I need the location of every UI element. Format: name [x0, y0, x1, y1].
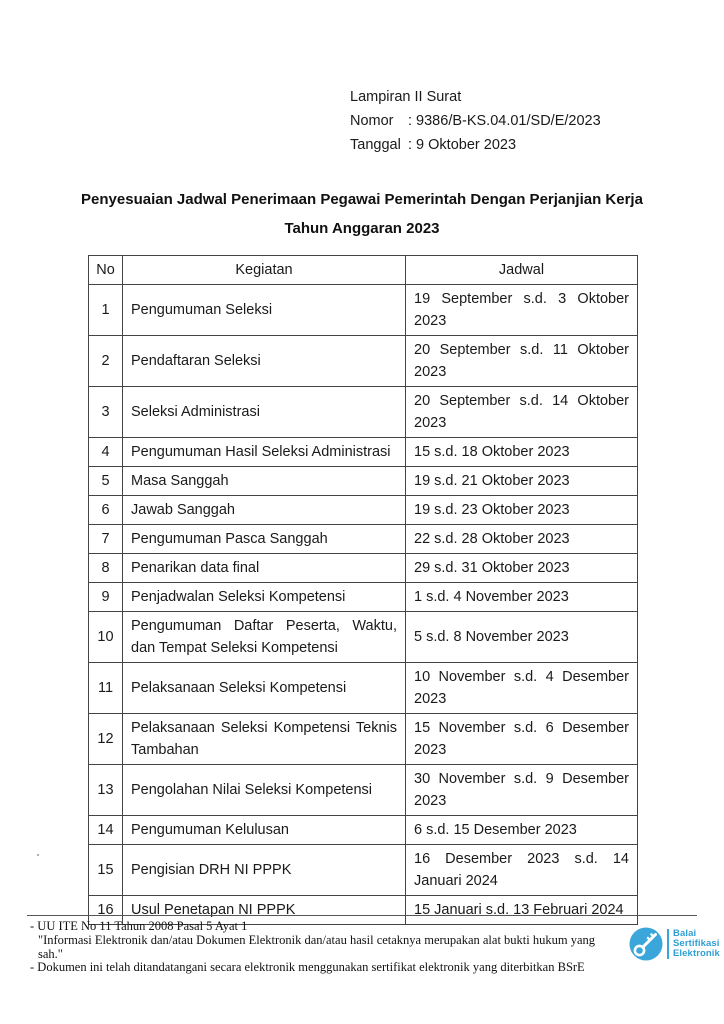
cell-kegiatan: Penarikan data final: [123, 554, 406, 583]
cell-jadwal: 6 s.d. 15 Desember 2023: [406, 816, 638, 845]
cell-jadwal: 10 November s.d. 4 Desember 2023: [406, 663, 638, 714]
cell-no: 12: [89, 714, 123, 765]
cell-kegiatan: Usul Penetapan NI PPPK: [123, 896, 406, 925]
table-row: [89, 816, 638, 845]
nomor-label: Nomor: [350, 113, 394, 129]
cell-no: 11: [89, 663, 123, 714]
cell-kegiatan: Penjadwalan Seleksi Kompetensi: [123, 583, 406, 612]
cell-no: 7: [89, 525, 123, 554]
cell-no: 8: [89, 554, 123, 583]
cell-no: 3: [89, 387, 123, 438]
table-header-row: [89, 256, 638, 285]
cell-kegiatan: Pengumuman Hasil Seleksi Administrasi: [123, 438, 406, 467]
logo-word-1: Balai: [673, 928, 697, 939]
cell-no: 15: [89, 845, 123, 896]
column-header-no: No: [89, 256, 123, 285]
table-row: [89, 496, 638, 525]
cell-kegiatan: Pengumuman Pasca Sanggah: [123, 525, 406, 554]
cell-jadwal: 30 November s.d. 9 Desember 2023: [406, 765, 638, 816]
cell-jadwal: 16 Desember 2023 s.d. 14 Januari 2024: [406, 845, 638, 896]
cell-kegiatan: Pelaksanaan Seleksi Kompetensi: [123, 663, 406, 714]
cell-jadwal: 20 September s.d. 11 Oktober 2023: [406, 336, 638, 387]
cell-kegiatan: Pengumuman Seleksi: [123, 285, 406, 336]
tanggal-value: : 9 Oktober 2023: [408, 137, 517, 153]
table-row: [89, 714, 638, 765]
table-row: [89, 467, 638, 496]
cell-kegiatan: Seleksi Administrasi: [123, 387, 406, 438]
table-row: [89, 285, 638, 336]
cell-jadwal: 15 s.d. 18 Oktober 2023: [406, 438, 638, 467]
footer-divider: [27, 915, 697, 916]
cell-kegiatan: Masa Sanggah: [123, 467, 406, 496]
cell-jadwal: 20 September s.d. 14 Oktober 2023: [406, 387, 638, 438]
footer-line3: - Dokumen ini telah ditandatangani secara elektronik menggunakan sertifikat elektronik yang diterbitkan BSrE: [30, 960, 585, 975]
cell-jadwal: 15 November s.d. 6 Desember 2023: [406, 714, 638, 765]
nomor-value: : 9386/B-KS.04.01/SD/E/2023: [408, 113, 601, 129]
cell-kegiatan: Pendaftaran Seleksi: [123, 336, 406, 387]
page-title-line2: Tahun Anggaran 2023: [284, 219, 440, 237]
cell-jadwal: 19 s.d. 23 Oktober 2023: [406, 496, 638, 525]
cell-no: 10: [89, 612, 123, 663]
nomor-line: [350, 109, 601, 133]
column-header-jadwal: Jadwal: [406, 256, 638, 285]
cell-no: 13: [89, 765, 123, 816]
footer-line1: - UU ITE No 11 Tahun 2008 Pasal 5 Ayat 1: [30, 919, 248, 933]
cell-jadwal: 19 September s.d. 3 Oktober 2023: [406, 285, 638, 336]
cell-kegiatan: Pengumuman Daftar Peserta, Waktu, dan Tempat Seleksi Kompetensi: [123, 612, 406, 663]
table-row: [89, 554, 638, 583]
tanggal-label: Tanggal: [350, 137, 401, 153]
cell-jadwal: 22 s.d. 28 Oktober 2023: [406, 525, 638, 554]
cell-kegiatan: Pengisian DRH NI PPPK: [123, 845, 406, 896]
cell-jadwal: 5 s.d. 8 November 2023: [406, 612, 638, 663]
cell-no: 6: [89, 496, 123, 525]
table-row: [89, 387, 638, 438]
cell-no: 2: [89, 336, 123, 387]
cell-kegiatan: Pengolahan Nilai Seleksi Kompetensi: [123, 765, 406, 816]
table-row: [89, 336, 638, 387]
stray-speck: [37, 854, 39, 856]
cell-no: 5: [89, 467, 123, 496]
footer-line2: "Informasi Elektronik dan/atau Dokumen Elektronik dan/atau hasil cetaknya merupakan alat bukti hukum yang sah.": [38, 932, 596, 961]
cell-kegiatan: Pengumuman Kelulusan: [123, 816, 406, 845]
tanggal-line: [350, 133, 601, 157]
cell-jadwal: 19 s.d. 21 Oktober 2023: [406, 467, 638, 496]
cell-no: 14: [89, 816, 123, 845]
table-row: [89, 845, 638, 896]
page-title-line1: Penyesuaian Jadwal Penerimaan Pegawai Pemerintah Dengan Perjanjian Kerja: [81, 191, 643, 208]
table-row: [89, 612, 638, 663]
table-row: [89, 663, 638, 714]
cell-no: 16: [89, 896, 123, 925]
logo-separator: [667, 929, 669, 959]
key-icon: [629, 927, 663, 961]
logo-word-2: Sertifikasi: [673, 938, 720, 949]
lampiran-line: Lampiran II Surat: [350, 89, 462, 105]
logo-word-3: Elektronik: [673, 948, 720, 959]
bsre-logo: [629, 927, 720, 961]
cell-no: 9: [89, 583, 123, 612]
table-row: [89, 438, 638, 467]
column-header-kegiatan: Kegiatan: [123, 256, 406, 285]
cell-no: 1: [89, 285, 123, 336]
cell-jadwal: 29 s.d. 31 Oktober 2023: [406, 554, 638, 583]
logo-wordmark: [673, 929, 720, 959]
page-title: [0, 186, 724, 243]
letter-meta: [350, 85, 601, 157]
cell-kegiatan: Jawab Sanggah: [123, 496, 406, 525]
footer-legal-text: [30, 920, 620, 975]
schedule-table: [88, 255, 638, 925]
cell-jadwal: 1 s.d. 4 November 2023: [406, 583, 638, 612]
cell-kegiatan: Pelaksanaan Seleksi Kompetensi Teknis Tambahan: [123, 714, 406, 765]
table-row: [89, 525, 638, 554]
table-row: [89, 765, 638, 816]
cell-jadwal: 15 Januari s.d. 13 Februari 2024: [406, 896, 638, 925]
table-row: [89, 583, 638, 612]
cell-no: 4: [89, 438, 123, 467]
